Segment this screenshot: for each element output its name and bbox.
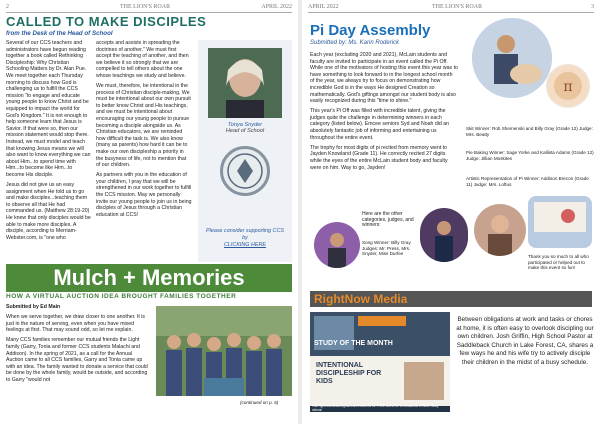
support-link[interactable]: CLICKING HERE <box>224 242 266 248</box>
svg-text:π: π <box>563 79 573 95</box>
header-rule <box>6 12 292 13</box>
family-group-photo <box>156 306 292 396</box>
running-header-right <box>302 2 600 12</box>
categories-intro: Here are the other categories, judges, and winners: <box>362 211 414 229</box>
head-of-school-photo <box>208 48 282 118</box>
paragraph: accepts and assists in spreading the doctrines of another." We must first accept the teaching of another, and then we believe it so strongly that we are compelled to tell others about the one whose teachings we study and believe. <box>96 40 189 79</box>
song-photo-image <box>314 222 360 268</box>
pi-day-subtitle: Submitted by: Ms. Karin Roderick <box>310 40 400 46</box>
mulch-memories-banner: Mulch + Memories <box>6 264 292 292</box>
song-photo-circle <box>314 222 360 268</box>
ad-intentional-discipleship: INTENTIONAL DISCIPLESHIP FOR KIDS <box>316 362 382 385</box>
header-rule <box>308 12 594 13</box>
sidebar-box <box>198 40 292 262</box>
paragraph: As partners with you in the education of your children, I pray that we will be strengthened in our work together to fulfill the CCS mission. May we personally invite our young people to join us in being disciples of Jesus through a Christian education at CCS! <box>96 172 192 218</box>
page-number-left: 2 <box>6 4 9 10</box>
article-subtitle: from the Desk of the Head of School <box>6 30 113 37</box>
byline: Submitted by Ed Main <box>6 304 61 310</box>
skit-caption: Skit Winner: Rob Shemenski and Billy Gray (Grade 12) Judge: Mrs. Beatty <box>466 126 593 137</box>
rightnow-title: RightNow Media <box>314 292 408 306</box>
article1-col1 <box>6 40 92 245</box>
student-photo-image <box>474 204 526 256</box>
pie-dish-image <box>546 64 590 108</box>
photo-caption-title: Head of School <box>225 128 265 134</box>
article-title-called: CALLED TO MAKE DISCIPLES <box>6 14 207 29</box>
portrait-image <box>208 48 282 118</box>
paragraph: Each year (excluding 2020 and 2021), McLain students and faculty are invited to participate in an event called the Pi Off. While one of the motivators of hosting this event this year was to have something to look forward to in the longest school month of the year, we always try to focus on demonstrating how incredible God is in the ways He designed Creation so mathematically. God's giftings amongst our student body is also easily recognized during this "time to shine." <box>310 52 458 105</box>
rightnow-ad[interactable] <box>310 312 450 412</box>
paragraph: Many CCS families remember our mutual friends the Light family (Garry, Tonia and former CCS students Malachi and Addison). In the spring of 2021, as a call for the Annual Auction came to all CCS families, Garry and Tonia came up with an idea. The family wanted to donate a service that could be done by the whole family, would be outside, and according to Garry "would not <box>6 337 148 383</box>
support-text: Please consider supporting CCS by <box>206 228 284 241</box>
article1-col2 <box>96 40 192 222</box>
student-photo <box>474 204 526 256</box>
mulch-subtitle: HOW A VIRTUAL AUCTION IDEA BROUGHT FAMILIES TOGETHER <box>6 293 237 300</box>
song-caption: Song Winner: Billy Gray Judges: Mr. Press, Mrs. Snyder, Miss Durfee <box>362 240 411 257</box>
rightnow-body: Between obligations at work and tasks or chores at home, it is often easy to overlook discipling our own children. Josh Griffin, High School Pastor at Saddleback Church in Lake Forest, CA, shares a few ways he and his wife try to actively disciple their children in the midst of a busy schedule. <box>456 316 594 366</box>
running-header-left <box>0 2 298 12</box>
ad-study-of-month: STUDY OF THE MONTH <box>314 340 393 347</box>
rightnow-banner <box>310 291 592 307</box>
paragraph: The trophy for most digits of pi recited from memory went to Jayden Knowland (Grade 11). He correctly recited 27 digits while the eyes of the entire McLain student body and faculty were on him. Way to go, Jayden! <box>310 144 448 171</box>
stage-photo-image <box>420 208 468 262</box>
header-title-right: THE LION'S ROAR <box>432 4 483 10</box>
pi-day-title: Pi Day Assembly <box>310 22 431 39</box>
continued-note: (continued on p. 6) <box>240 400 279 405</box>
ad-footer-text: Visit rightnowmedia.org/account/invite/ccs for FREE ACCESS to thousands of Bible Study videos! <box>312 404 439 412</box>
paragraph: Several of our CCS teachers and administrators have begun reading together a book called Rethinking Discipleship: Why Christian Schooling Matters by Dr. Alan Pue. We meet together each Thursday morning to discuss how God is challenging us to fulfill the CCS mission "to engage and educate young people to know Christ and be equipped to impact the world for God's Kingdom." It is not enough to help someone learn that Jesus is Savior. If that were so, then our mission statement would stop there. Instead, we must model and teach that knowing Jesus means we will also want to know everything we can about Him...to spend time with Him...to become like Him...to become His disciple. <box>6 40 91 178</box>
page-number-right: 3 <box>591 4 594 10</box>
pie-dish-photo <box>546 64 590 108</box>
stage-photo <box>420 208 468 262</box>
family-photo-image <box>156 306 292 396</box>
pie-photo-image <box>472 18 552 98</box>
header-title-left: THE LION'S ROAR <box>120 4 171 10</box>
article2-text <box>6 304 150 387</box>
artistic-caption: Artistic Representation of Pi Winner: Addison Brecon (Grade 11) Judge: Mrs. Loftus <box>466 176 589 187</box>
pi-text <box>310 52 458 175</box>
school-seal-logo <box>220 146 270 196</box>
artwork-photo-image <box>528 196 592 248</box>
pie-baking-caption: Pie Baking Winner: Sage Yorke and Kallista Adams (Grade 12) Judge: Jillian Moskites <box>466 150 594 161</box>
pie-photo-circle <box>472 18 552 98</box>
paragraph: Jesus did not give us an easy assignment when He told us to go and make disciples...teaching them to observe all that He had commanded us. (Matthew 28:19-20) He knew that only disciples would be able to make more disciples. A disciple, according to Merriam-Webster.com, is "one who <box>6 181 91 241</box>
header-date-left: APRIL 2022 <box>261 4 292 10</box>
right-page <box>302 0 600 424</box>
thanks-caption: Thank you so much to all who participated or helped out to make this event so fun! <box>528 254 589 271</box>
left-page <box>0 0 298 424</box>
photo-caption-name: Tonya Snyder <box>227 122 263 128</box>
paragraph: We must, therefore, be intentional in the process of Christian disciple-making. We must be intentional about our own pursuit to better know Christ and His teachings, and we must be intentional about encouraging our young people to pursue becoming a disciple alongside us. As Christian educators, we are reminded how difficult the task is. We also know (many as parents) how hard it can be to make our own discipleship a priority in the busyness of life, not to mention that of our children. <box>96 83 191 169</box>
paragraph: This year's Pi Off was filled with incredible talent, giving the judges quite the challenge in determining winners in each category (listed below). Emcee seniors Syd and Noah did an absolutely fantastic job of informing and entertaining us throughout the entire event. <box>310 108 449 141</box>
header-date-right: APRIL 2022 <box>308 4 339 10</box>
paragraph: When we serve together, we draw closer to one another. It is just in the nature of serving, even when you have mixed feelings at first. That may sound odd, so let me explain. <box>6 314 145 334</box>
artwork-photo <box>528 196 592 248</box>
